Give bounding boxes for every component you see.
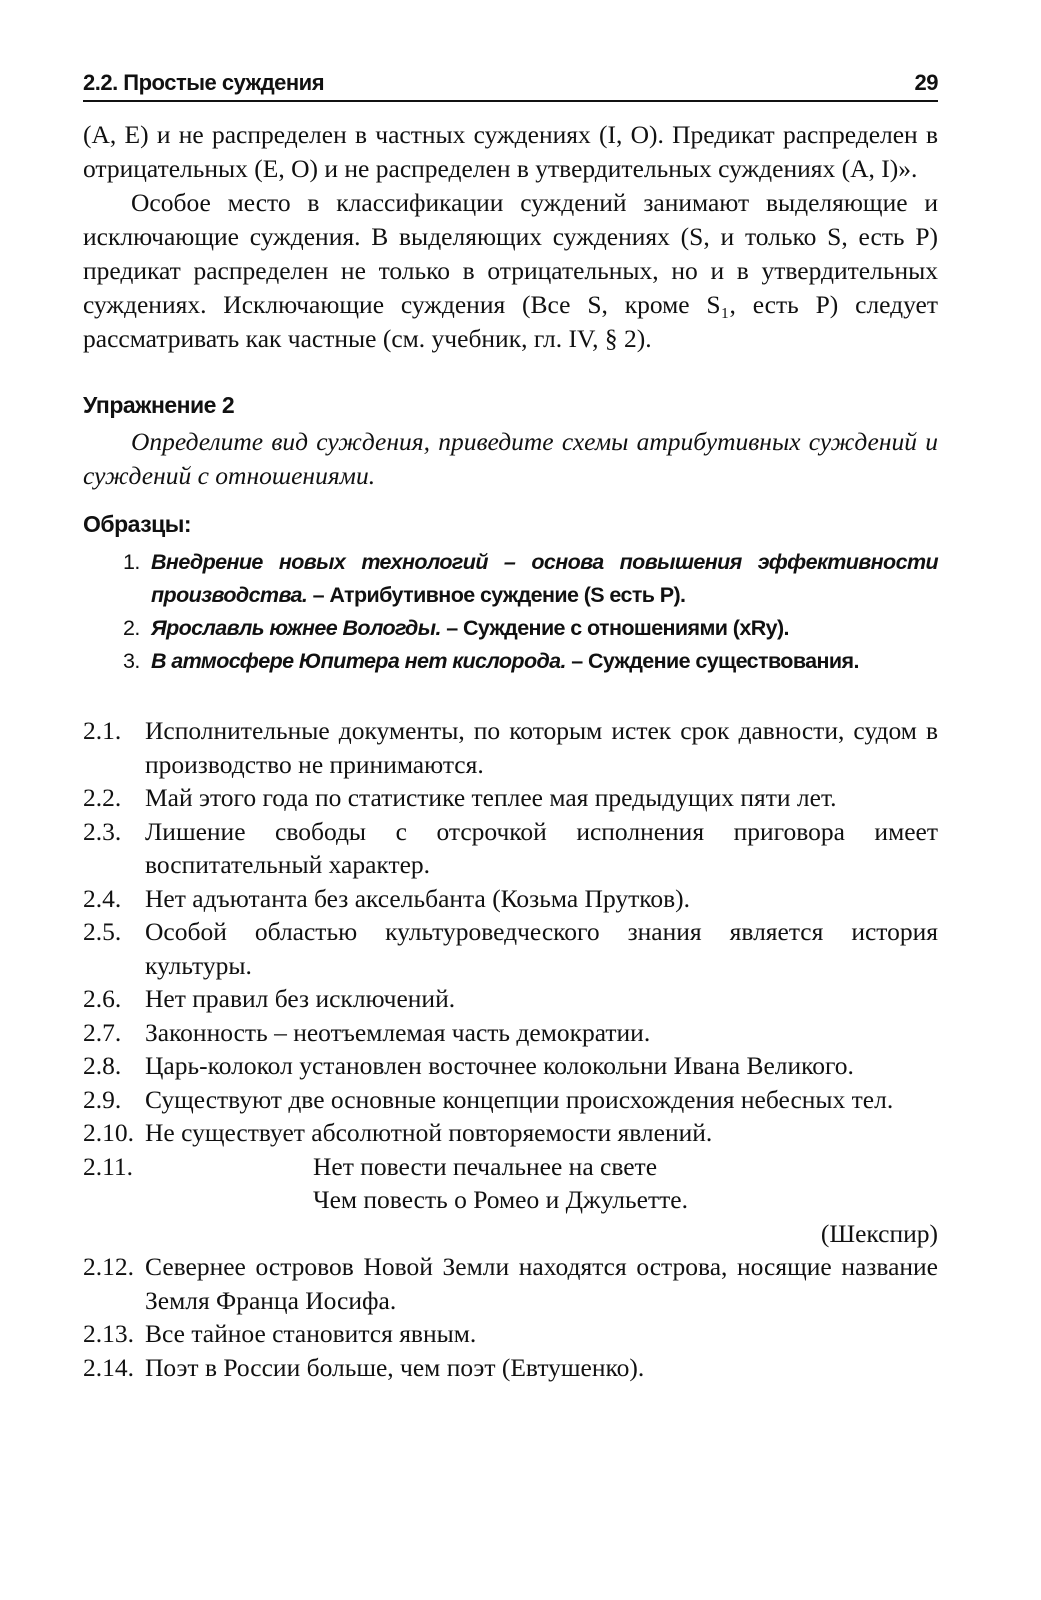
poem-line: Нет повести печальнее на свете (313, 1151, 658, 1181)
exercise-text: Май этого года по статистике теплее мая предыдущих пяти лет. (145, 783, 837, 812)
exercise-item (83, 1351, 938, 1385)
sample-item (123, 546, 938, 612)
exercise-number: 2.2. (83, 783, 122, 812)
poem-author: (Шекспир) (820, 1218, 938, 1248)
exercise-task: Определите вид суждения, приведите схемы атрибутивных суждений и суждений с отношениями. (83, 427, 938, 490)
exercise-text: Исполнительные документы, по которым истек срок давности, судом в производство не принимаются. (145, 716, 938, 779)
exercise-number: 2.10. (83, 1118, 134, 1147)
exercise-item (83, 915, 938, 982)
exercise-number: 2.4. (83, 883, 122, 913)
section-title: 2.2. Простые суждения (83, 70, 325, 95)
exercise-item (83, 1016, 938, 1050)
sample-statement: Ярославль южнее Вологды. (151, 616, 441, 640)
sample-item (123, 645, 938, 678)
sample-answer: – Суждение с отношениями (xRy). (440, 616, 789, 640)
exercise-text: Все тайное становится явным. (145, 1319, 477, 1348)
exercise-title: Упражнение 2 (83, 392, 235, 418)
sample-statement: В атмосфере Юпитера нет кислорода. (151, 649, 566, 673)
exercise-text: Нет правил без исключений. (145, 984, 456, 1013)
exercise-number: 2.8. (83, 1051, 122, 1080)
exercise-item (83, 882, 938, 916)
sample-statement: Внедрение новых технологий – основа повышения эффективности производства. (151, 550, 938, 607)
sample-answer: – Атрибутивное суждение (S есть P). (307, 583, 686, 607)
exercise-text: Лишение свободы с отсрочкой исполнения приговора имеет воспитательный характер. (145, 816, 938, 879)
exercise-number: 2.1. (83, 716, 122, 745)
sample-item (123, 612, 938, 645)
sample-number: 1. (123, 550, 140, 574)
samples-title: Образцы: (83, 511, 192, 537)
exercise-item (83, 1317, 938, 1351)
poem-line: Чем повесть о Ромео и Джульетте. (313, 1185, 688, 1214)
exercise-number: 2.9. (83, 1084, 122, 1114)
exercise-text: Нет адъютанта без аксельбанта (Козьма Прутков). (145, 883, 691, 913)
exercise-item (83, 982, 938, 1016)
book-page (83, 70, 938, 1384)
exercise-number: 2.6. (83, 984, 122, 1013)
exercise-number: 2.14. (83, 1352, 134, 1382)
exercise-number: 2.12. (83, 1252, 134, 1281)
sample-number: 3. (123, 649, 140, 673)
exercise-item (83, 815, 938, 882)
exercise-number: 2.7. (83, 1017, 122, 1047)
exercise-item (83, 781, 938, 815)
exercise-number: 2.13. (83, 1319, 134, 1348)
exercise-text: Особой областью культуроведческого знания является история культуры. (145, 917, 938, 980)
exercise-number: 2.3. (83, 816, 122, 846)
exercise-text: Существуют две основные концепции происхождения небесных тел. (145, 1084, 894, 1114)
exercise-item (83, 1250, 938, 1317)
exercise-text: Законность – неотъемлемая часть демократии. (145, 1017, 651, 1047)
exercise-item (83, 1083, 938, 1117)
poem-exercise (83, 1150, 938, 1217)
exercise-number: 2.5. (83, 917, 122, 946)
exercise-item (83, 714, 938, 781)
samples-list (83, 546, 938, 678)
intro-paragraph: (A, E) и не распределен в частных суждениях (I, O). Предикат распределен в отрицательных (E, O) и не распределен в утвердительных суждениях (A, I)». (83, 120, 938, 183)
exercise-text: Царь-колокол установлен восточнее колокольни Ивана Великого. (145, 1051, 854, 1080)
exercise-text: Поэт в России больше, чем поэт (Евтушенко). (145, 1352, 645, 1382)
sample-number: 2. (123, 616, 140, 640)
page-number: 29 (914, 70, 938, 95)
second-paragraph: Особое место в классификации суждений занимают выделяющие и исключающие суждения. В выделяющих суждениях (S, и только S, есть P) предикат распределен не только в отрицательных, но и в утвердительных суждениях. Исключающие суждения (Все S, кроме S₁, есть P) следует рассматривать как частные (см. учебник, гл. IV, § 2). (83, 188, 938, 353)
running-header (83, 70, 938, 102)
exercise-text: Севернее островов Новой Земли находятся острова, носящие название Земля Франца Иосифа. (145, 1252, 938, 1315)
sample-answer: – Суждение существования. (565, 649, 859, 673)
exercise-number: 2.11. (83, 1151, 134, 1181)
exercise-list (83, 714, 938, 1384)
exercise-text: Не существует абсолютной повторяемости явлений. (145, 1118, 713, 1147)
exercise-item (83, 1049, 938, 1083)
exercise-item (83, 1116, 938, 1150)
